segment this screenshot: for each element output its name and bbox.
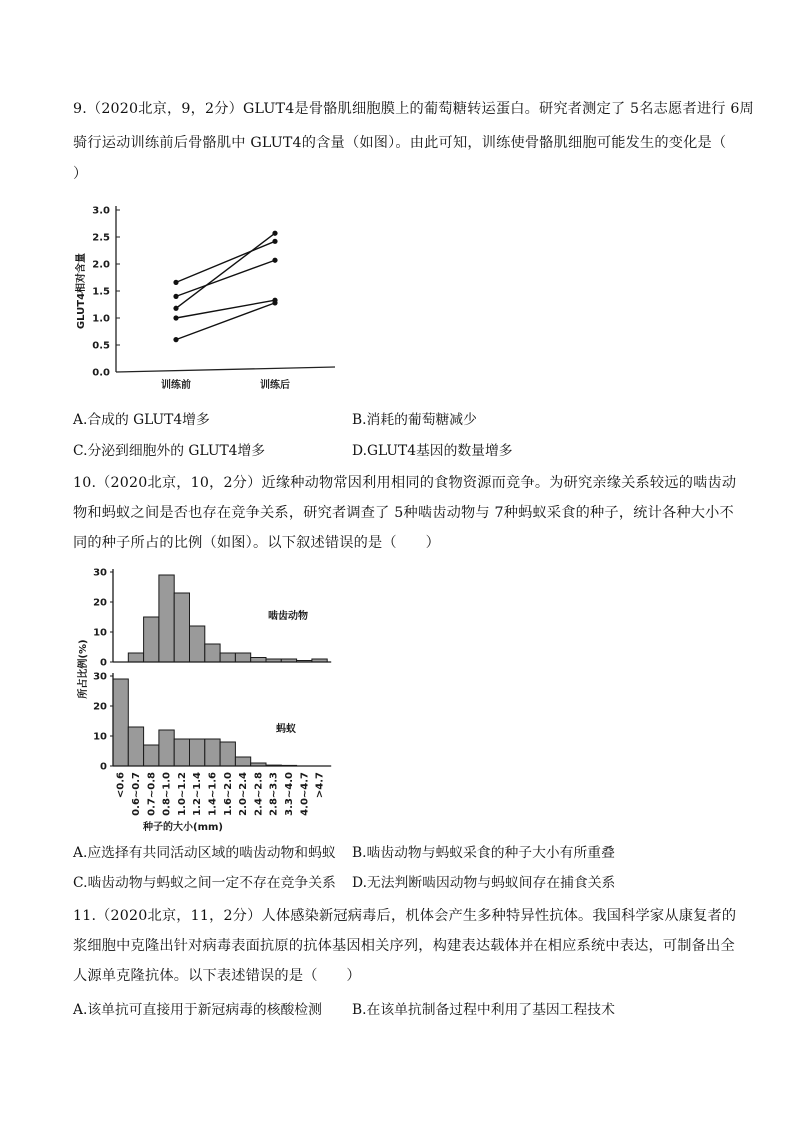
x-tick-label: 0.7~0.8 [146,772,158,816]
x-tick-label: <0.6 [115,772,127,799]
histogram-bar [251,658,266,663]
y-tick-label: 2.5 [92,232,110,244]
series-label: 啮齿动物 [268,611,308,622]
data-point [173,306,178,311]
q10-option-a[interactable]: A.应选择有共同活动区域的啮齿动物和蚂蚁 [73,845,336,861]
x-axis-line [116,367,335,372]
x-tick-label: 0.8~1.0 [161,772,173,816]
histogram-bar [159,575,174,662]
q10-option-d[interactable]: D.无法判断啮因动物与蚂蚁间存在捕食关系 [352,875,616,891]
data-point [272,298,277,303]
q11-line2: 浆细胞中克隆出针对病毒表面抗原的抗体基因相关序列，构建表达载体并在相应系统中表达，可制备出全 [73,938,735,954]
q9-line2: 骑行运动训练前后骨骼肌中 GLUT4的含量（如图）。由此可知，训练使骨骼肌细胞可能发生的变化是（ [73,135,727,151]
data-point [272,258,277,263]
histogram-bar [235,653,250,662]
x-tick-label: 2.0~2.4 [238,772,250,816]
y-tick-label: 3.0 [92,205,110,217]
data-point [272,231,277,236]
histogram-bar [235,757,250,766]
seed-size-histogram [70,562,360,840]
y-tick-label: 0.5 [92,340,110,352]
series-line [176,233,275,308]
x-axis-label: 种子的大小(mm) [143,822,223,833]
histogram-bar [220,742,235,766]
histogram-bar [220,653,235,662]
y-tick-label: 30 [93,567,107,579]
histogram-bar [113,679,128,766]
q10-option-c[interactable]: C.啮齿动物与蚂蚁之间一定不存在竞争关系 [73,875,336,891]
x-category-label: 训练前 [161,380,191,391]
y-tick-label: 20 [93,701,107,713]
x-tick-label: 3.3~4.0 [283,772,295,816]
histogram-bar [174,739,189,766]
y-tick-label: 10 [93,731,107,743]
q9-line3: ） [73,166,88,182]
data-point [173,337,178,342]
x-tick-label: 2.4~2.8 [253,772,265,816]
q11-line1: 11.（2020北京，11，2分）人体感染新冠病毒后，机体会产生多种特异性抗体。我国科学家从康复者的 [73,908,737,924]
q10-line2: 物和蚂蚁之间是否也存在竞争关系，研究者调查了 5种啮齿动物与 7种蚂蚁采食的种子，统计各种大小不 [73,505,734,521]
x-tick-label: 4.0~4.7 [299,772,311,816]
x-tick-label: 2.8~3.3 [268,772,280,816]
x-tick-label: 1.4~1.6 [207,772,219,816]
histogram-bar [159,730,174,766]
q9-option-a[interactable]: A.合成的 GLUT4增多 [73,412,210,428]
histogram-bar [190,626,205,662]
histogram-bar [205,739,220,766]
y-axis-label: 所占比例(%) [78,639,89,699]
y-tick-label: 0 [100,657,107,669]
histogram-bar [190,739,205,766]
histogram-bar [128,727,143,766]
histogram-bar [205,644,220,662]
x-tick-label: 1.2~1.4 [192,772,204,816]
q9-option-b[interactable]: B.消耗的葡萄糖减少 [352,412,477,428]
y-tick-label: 1.0 [92,313,110,325]
histogram-bar [174,593,189,662]
x-tick-label: >4.7 [314,772,326,799]
x-category-label: 训练后 [260,380,290,391]
histogram-bar [144,745,159,766]
data-point [272,239,277,244]
series-line [176,260,275,296]
x-tick-label: 0.6~0.7 [130,772,142,816]
y-tick-label: 2.0 [92,259,110,271]
y-tick-label: 20 [93,597,107,609]
y-tick-label: 30 [93,671,107,683]
q10-line3: 同的种子所占的比例（如图）。以下叙述错误的是（ ） [73,535,440,551]
y-tick-label: 10 [93,627,107,639]
q9-option-c[interactable]: C.分泌到细胞外的 GLUT4增多 [73,443,266,459]
q10-option-b[interactable]: B.啮齿动物与蚂蚁采食的种子大小有所重叠 [352,845,615,861]
series-line [176,241,275,282]
data-point [173,280,178,285]
q11-option-b[interactable]: B.在该单抗制备过程中利用了基因工程技术 [352,1002,615,1018]
x-tick-label: 1.0~1.2 [176,772,188,816]
y-axis-label: GLUT4相对含量 [76,252,87,330]
data-point [173,315,178,320]
q9-option-d[interactable]: D.GLUT4基因的数量增多 [352,443,513,459]
q11-option-a[interactable]: A.该单抗可直接用于新冠病毒的核酸检测 [73,1002,322,1018]
glut4-line-chart [70,196,350,396]
y-tick-label: 0.0 [92,367,110,379]
data-point [173,294,178,299]
x-tick-label: 1.6~2.0 [222,772,234,816]
y-tick-label: 1.5 [92,286,110,298]
histogram-bar [128,653,143,662]
q10-line1: 10.（2020北京，10，2分）近缘种动物常因利用相同的食物资源而竞争。为研究亲缘关系较远的啮齿动 [73,475,737,491]
q11-line3: 人源单克隆抗体。以下表述错误的是（ ） [73,968,361,984]
q9-line1: 9.（2020北京，9，2分）GLUT4是骨骼肌细胞膜上的葡萄糖转运蛋白。研究者测定了 5名志愿者进行 6周 [73,101,754,117]
y-tick-label: 0 [100,761,107,773]
histogram-bar [144,617,159,662]
series-label: 蚂蚁 [276,724,296,735]
